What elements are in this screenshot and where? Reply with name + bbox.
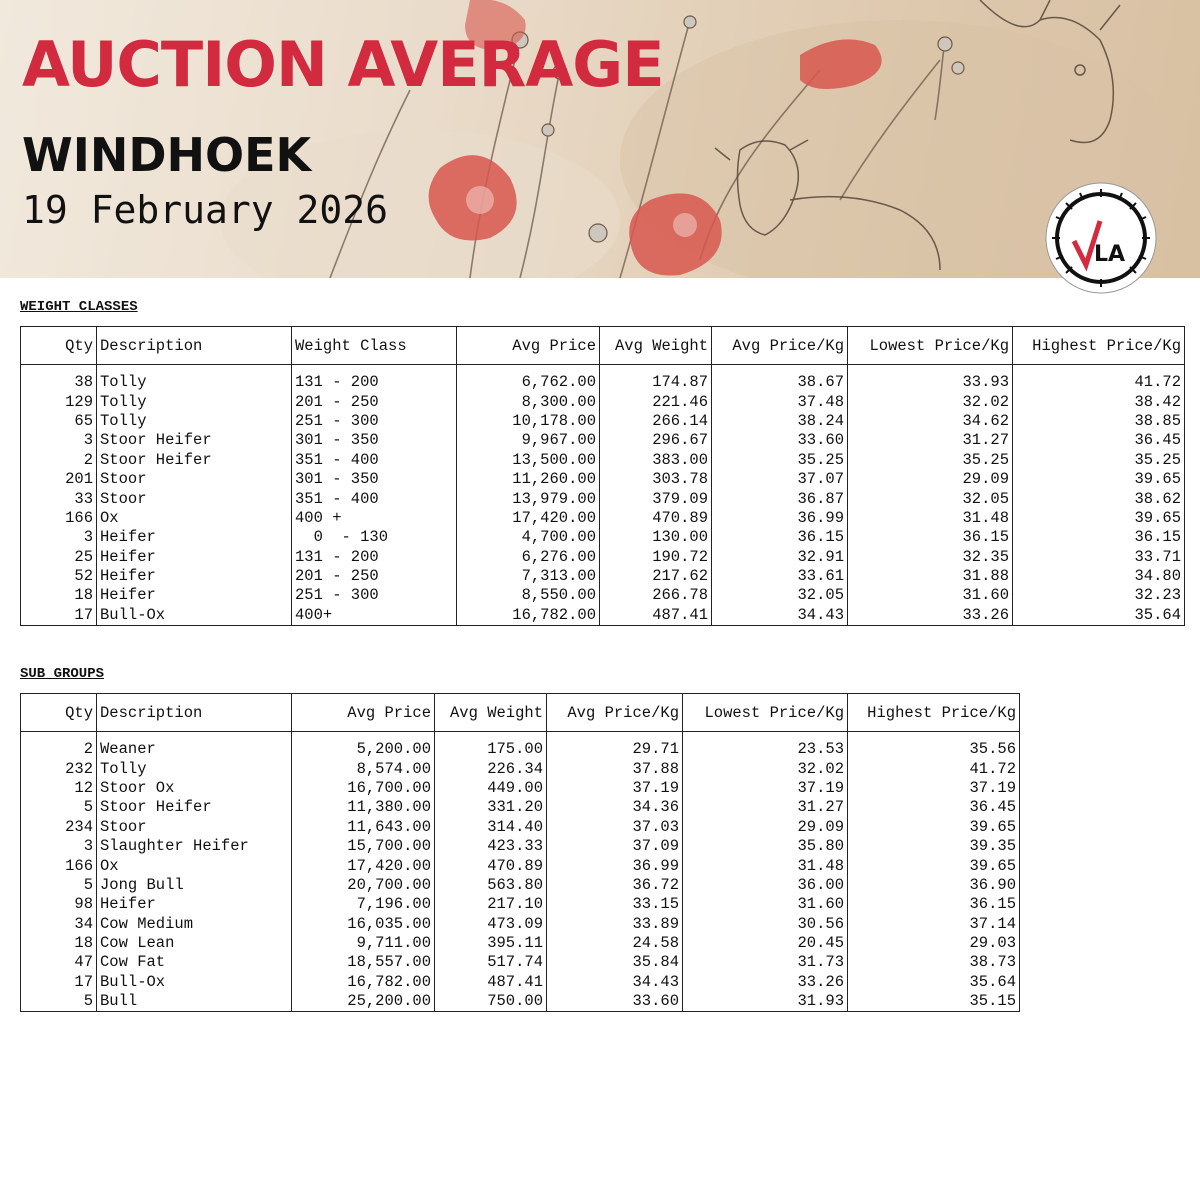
column-header-lowest-price-kg: Lowest Price/Kg xyxy=(683,694,848,732)
avg-price-kg-cell: 33.60 xyxy=(547,992,683,1012)
description-cell: Tolly xyxy=(97,759,292,778)
avg-weight-cell: 395.11 xyxy=(435,934,547,953)
avg-price-kg-cell: 36.15 xyxy=(712,528,848,547)
lowest-price-kg-cell: 34.62 xyxy=(848,412,1013,431)
lowest-price-kg-cell: 35.80 xyxy=(683,837,848,856)
qty-cell: 232 xyxy=(21,759,97,778)
table-row xyxy=(21,818,1020,837)
highest-price-kg-cell: 37.14 xyxy=(848,915,1020,934)
table-row xyxy=(21,992,1020,1012)
spacer-cell xyxy=(292,365,457,374)
column-header-lowest-price-kg: Lowest Price/Kg xyxy=(848,327,1013,365)
avg-price-cell: 8,300.00 xyxy=(457,392,600,411)
qty-cell: 201 xyxy=(21,470,97,489)
avg-weight-cell: 487.41 xyxy=(600,606,712,626)
avg-weight-cell: 190.72 xyxy=(600,548,712,567)
avg-price-kg-cell: 35.25 xyxy=(712,451,848,470)
description-cell: Ox xyxy=(97,856,292,875)
description-cell: Cow Medium xyxy=(97,915,292,934)
lowest-price-kg-cell: 33.93 xyxy=(848,373,1013,392)
highest-price-kg-cell: 41.72 xyxy=(1013,373,1185,392)
highest-price-kg-cell: 38.62 xyxy=(1013,489,1185,508)
weight-class-cell: 201 - 250 xyxy=(292,392,457,411)
lowest-price-kg-cell: 36.00 xyxy=(683,876,848,895)
qty-cell: 3 xyxy=(21,528,97,547)
avg-price-kg-cell: 29.71 xyxy=(547,740,683,759)
lowest-price-kg-cell: 31.48 xyxy=(848,509,1013,528)
weight-class-cell: 131 - 200 xyxy=(292,373,457,392)
description-cell: Bull xyxy=(97,992,292,1012)
location-heading: WINDHOEK xyxy=(22,128,312,182)
avg-price-kg-cell: 33.61 xyxy=(712,567,848,586)
column-header-description: Description xyxy=(97,694,292,732)
spacer-cell xyxy=(21,732,97,741)
description-cell: Stoor Heifer xyxy=(97,431,292,450)
report-title: AUCTION AVERAGE xyxy=(22,28,664,101)
avg-price-cell: 6,762.00 xyxy=(457,373,600,392)
avg-price-cell: 8,574.00 xyxy=(292,759,435,778)
table-row xyxy=(21,973,1020,992)
column-header-qty: Qty xyxy=(21,327,97,365)
lowest-price-kg-cell: 29.09 xyxy=(683,818,848,837)
table-row xyxy=(21,856,1020,875)
table-row xyxy=(21,934,1020,953)
table-row xyxy=(21,915,1020,934)
highest-price-kg-cell: 41.72 xyxy=(848,759,1020,778)
spacer-cell xyxy=(712,365,848,374)
table-row xyxy=(21,567,1185,586)
avg-weight-cell: 379.09 xyxy=(600,489,712,508)
table-row xyxy=(21,470,1185,489)
spacer-cell xyxy=(848,732,1020,741)
avg-price-cell: 18,557.00 xyxy=(292,953,435,972)
lowest-price-kg-cell: 31.73 xyxy=(683,953,848,972)
description-cell: Stoor xyxy=(97,470,292,489)
weight-classes-heading: WEIGHT CLASSES xyxy=(20,299,138,315)
highest-price-kg-cell: 34.80 xyxy=(1013,567,1185,586)
lowest-price-kg-cell: 32.05 xyxy=(848,489,1013,508)
avg-price-cell: 13,979.00 xyxy=(457,489,600,508)
avg-price-cell: 4,700.00 xyxy=(457,528,600,547)
spacer-cell xyxy=(600,365,712,374)
table-row xyxy=(21,798,1020,817)
highest-price-kg-cell: 37.19 xyxy=(848,779,1020,798)
column-header-weight-class: Weight Class xyxy=(292,327,457,365)
table-row xyxy=(21,759,1020,778)
lowest-price-kg-cell: 32.35 xyxy=(848,548,1013,567)
avg-weight-cell: 331.20 xyxy=(435,798,547,817)
avg-price-kg-cell: 34.43 xyxy=(547,973,683,992)
avg-price-kg-cell: 37.09 xyxy=(547,837,683,856)
avg-weight-cell: 473.09 xyxy=(435,915,547,934)
avg-price-kg-cell: 36.99 xyxy=(547,856,683,875)
description-cell: Heifer xyxy=(97,567,292,586)
avg-price-cell: 11,260.00 xyxy=(457,470,600,489)
avg-price-cell: 7,196.00 xyxy=(292,895,435,914)
qty-cell: 129 xyxy=(21,392,97,411)
lowest-price-kg-cell: 33.26 xyxy=(848,606,1013,626)
qty-cell: 17 xyxy=(21,606,97,626)
highest-price-kg-cell: 36.90 xyxy=(848,876,1020,895)
highest-price-kg-cell: 38.73 xyxy=(848,953,1020,972)
avg-weight-cell: 517.74 xyxy=(435,953,547,972)
spacer-cell xyxy=(547,732,683,741)
spacer-cell xyxy=(1013,365,1185,374)
avg-weight-cell: 221.46 xyxy=(600,392,712,411)
spacer-cell xyxy=(848,365,1013,374)
avg-price-kg-cell: 24.58 xyxy=(547,934,683,953)
auction-date: 19 February 2026 xyxy=(22,188,389,232)
sub-groups-body xyxy=(21,732,1020,1012)
avg-price-kg-cell: 33.15 xyxy=(547,895,683,914)
lowest-price-kg-cell: 23.53 xyxy=(683,740,848,759)
table-header-row xyxy=(21,327,1185,365)
highest-price-kg-cell: 36.45 xyxy=(1013,431,1185,450)
column-header-avg-weight: Avg Weight xyxy=(600,327,712,365)
column-header-qty: Qty xyxy=(21,694,97,732)
qty-cell: 5 xyxy=(21,876,97,895)
logo-text: LA xyxy=(1094,242,1126,267)
qty-cell: 65 xyxy=(21,412,97,431)
highest-price-kg-cell: 35.56 xyxy=(848,740,1020,759)
description-cell: Bull-Ox xyxy=(97,973,292,992)
highest-price-kg-cell: 39.65 xyxy=(848,818,1020,837)
qty-cell: 25 xyxy=(21,548,97,567)
spacer-cell xyxy=(21,365,97,374)
avg-weight-cell: 217.62 xyxy=(600,567,712,586)
weight-classes-table xyxy=(20,326,1185,626)
avg-price-kg-cell: 37.19 xyxy=(547,779,683,798)
qty-cell: 98 xyxy=(21,895,97,914)
avg-weight-cell: 217.10 xyxy=(435,895,547,914)
spacer-cell xyxy=(97,732,292,741)
avg-price-cell: 17,420.00 xyxy=(292,856,435,875)
lowest-price-kg-cell: 20.45 xyxy=(683,934,848,953)
lowest-price-kg-cell: 31.88 xyxy=(848,567,1013,586)
lowest-price-kg-cell: 31.93 xyxy=(683,992,848,1012)
column-header-avg-weight: Avg Weight xyxy=(435,694,547,732)
column-header-avg-price: Avg Price xyxy=(292,694,435,732)
avg-price-cell: 15,700.00 xyxy=(292,837,435,856)
lowest-price-kg-cell: 31.27 xyxy=(848,431,1013,450)
highest-price-kg-cell: 39.65 xyxy=(1013,470,1185,489)
description-cell: Stoor xyxy=(97,818,292,837)
lowest-price-kg-cell: 30.56 xyxy=(683,915,848,934)
lowest-price-kg-cell: 33.26 xyxy=(683,973,848,992)
avg-price-cell: 20,700.00 xyxy=(292,876,435,895)
lowest-price-kg-cell: 29.09 xyxy=(848,470,1013,489)
lowest-price-kg-cell: 32.02 xyxy=(683,759,848,778)
table-row xyxy=(21,953,1020,972)
table-row xyxy=(21,431,1185,450)
avg-price-cell: 16,035.00 xyxy=(292,915,435,934)
column-header-highest-price-kg: Highest Price/Kg xyxy=(848,694,1020,732)
avg-weight-cell: 296.67 xyxy=(600,431,712,450)
table-row xyxy=(21,586,1185,605)
qty-cell: 2 xyxy=(21,451,97,470)
avg-price-cell: 9,967.00 xyxy=(457,431,600,450)
spacer-cell xyxy=(292,732,435,741)
weight-class-cell: 400 + xyxy=(292,509,457,528)
avg-price-cell: 9,711.00 xyxy=(292,934,435,953)
avg-price-cell: 5,200.00 xyxy=(292,740,435,759)
avg-price-kg-cell: 38.24 xyxy=(712,412,848,431)
avg-price-cell: 10,178.00 xyxy=(457,412,600,431)
lowest-price-kg-cell: 31.48 xyxy=(683,856,848,875)
table-row xyxy=(21,373,1185,392)
description-cell: Ox xyxy=(97,509,292,528)
sub-groups-table xyxy=(20,693,1020,1012)
qty-cell: 3 xyxy=(21,837,97,856)
avg-weight-cell: 423.33 xyxy=(435,837,547,856)
avg-price-kg-cell: 36.99 xyxy=(712,509,848,528)
description-cell: Heifer xyxy=(97,548,292,567)
lowest-price-kg-cell: 32.02 xyxy=(848,392,1013,411)
avg-price-kg-cell: 37.48 xyxy=(712,392,848,411)
description-cell: Tolly xyxy=(97,392,292,411)
table-row xyxy=(21,548,1185,567)
qty-cell: 5 xyxy=(21,992,97,1012)
qty-cell: 2 xyxy=(21,740,97,759)
qty-cell: 166 xyxy=(21,509,97,528)
qty-cell: 17 xyxy=(21,973,97,992)
avg-price-kg-cell: 34.43 xyxy=(712,606,848,626)
qty-cell: 38 xyxy=(21,373,97,392)
avg-price-cell: 7,313.00 xyxy=(457,567,600,586)
spacer-cell xyxy=(683,732,848,741)
qty-cell: 33 xyxy=(21,489,97,508)
avg-weight-cell: 303.78 xyxy=(600,470,712,489)
column-header-avg-price-kg: Avg Price/Kg xyxy=(712,327,848,365)
highest-price-kg-cell: 33.71 xyxy=(1013,548,1185,567)
lowest-price-kg-cell: 31.60 xyxy=(683,895,848,914)
highest-price-kg-cell: 38.85 xyxy=(1013,412,1185,431)
header-banner xyxy=(0,0,1200,278)
weight-class-cell: 301 - 350 xyxy=(292,470,457,489)
highest-price-kg-cell: 35.64 xyxy=(848,973,1020,992)
description-cell: Stoor Heifer xyxy=(97,451,292,470)
highest-price-kg-cell: 39.35 xyxy=(848,837,1020,856)
avg-price-kg-cell: 33.60 xyxy=(712,431,848,450)
column-header-description: Description xyxy=(97,327,292,365)
avg-price-cell: 16,782.00 xyxy=(292,973,435,992)
avg-weight-cell: 487.41 xyxy=(435,973,547,992)
highest-price-kg-cell: 39.65 xyxy=(848,856,1020,875)
avg-price-kg-cell: 36.72 xyxy=(547,876,683,895)
weight-class-cell: 351 - 400 xyxy=(292,451,457,470)
lowest-price-kg-cell: 37.19 xyxy=(683,779,848,798)
highest-price-kg-cell: 36.15 xyxy=(848,895,1020,914)
description-cell: Heifer xyxy=(97,528,292,547)
description-cell: Weaner xyxy=(97,740,292,759)
avg-weight-cell: 175.00 xyxy=(435,740,547,759)
avg-weight-cell: 314.40 xyxy=(435,818,547,837)
qty-cell: 47 xyxy=(21,953,97,972)
weight-class-cell: 251 - 300 xyxy=(292,412,457,431)
table-row xyxy=(21,489,1185,508)
weight-classes-body xyxy=(21,365,1185,626)
description-cell: Slaughter Heifer xyxy=(97,837,292,856)
avg-weight-cell: 266.14 xyxy=(600,412,712,431)
weight-class-cell: 351 - 400 xyxy=(292,489,457,508)
avg-price-kg-cell: 35.84 xyxy=(547,953,683,972)
avg-weight-cell: 130.00 xyxy=(600,528,712,547)
weight-class-cell: 0 - 130 xyxy=(292,528,457,547)
avg-weight-cell: 470.89 xyxy=(600,509,712,528)
description-cell: Stoor xyxy=(97,489,292,508)
column-header-highest-price-kg: Highest Price/Kg xyxy=(1013,327,1185,365)
table-header-row xyxy=(21,694,1020,732)
avg-weight-cell: 226.34 xyxy=(435,759,547,778)
description-cell: Bull-Ox xyxy=(97,606,292,626)
avg-price-cell: 11,380.00 xyxy=(292,798,435,817)
avg-price-kg-cell: 37.03 xyxy=(547,818,683,837)
avg-weight-cell: 750.00 xyxy=(435,992,547,1012)
lowest-price-kg-cell: 35.25 xyxy=(848,451,1013,470)
description-cell: Stoor Ox xyxy=(97,779,292,798)
vla-logo-icon xyxy=(1044,181,1158,295)
table-row xyxy=(21,509,1185,528)
spacer-cell xyxy=(457,365,600,374)
weight-class-cell: 131 - 200 xyxy=(292,548,457,567)
qty-cell: 12 xyxy=(21,779,97,798)
table-row xyxy=(21,779,1020,798)
highest-price-kg-cell: 38.42 xyxy=(1013,392,1185,411)
avg-price-kg-cell: 37.07 xyxy=(712,470,848,489)
avg-price-kg-cell: 36.87 xyxy=(712,489,848,508)
table-row xyxy=(21,392,1185,411)
lowest-price-kg-cell: 31.60 xyxy=(848,586,1013,605)
table-row xyxy=(21,876,1020,895)
avg-price-kg-cell: 33.89 xyxy=(547,915,683,934)
table-row xyxy=(21,412,1185,431)
description-cell: Cow Lean xyxy=(97,934,292,953)
avg-price-cell: 16,782.00 xyxy=(457,606,600,626)
avg-price-kg-cell: 32.05 xyxy=(712,586,848,605)
avg-price-kg-cell: 37.88 xyxy=(547,759,683,778)
avg-price-kg-cell: 38.67 xyxy=(712,373,848,392)
description-cell: Tolly xyxy=(97,373,292,392)
table-row xyxy=(21,837,1020,856)
weight-class-cell: 251 - 300 xyxy=(292,586,457,605)
avg-price-cell: 8,550.00 xyxy=(457,586,600,605)
column-header-avg-price: Avg Price xyxy=(457,327,600,365)
highest-price-kg-cell: 29.03 xyxy=(848,934,1020,953)
qty-cell: 166 xyxy=(21,856,97,875)
description-cell: Jong Bull xyxy=(97,876,292,895)
description-cell: Stoor Heifer xyxy=(97,798,292,817)
highest-price-kg-cell: 32.23 xyxy=(1013,586,1185,605)
table-row xyxy=(21,895,1020,914)
avg-price-cell: 13,500.00 xyxy=(457,451,600,470)
avg-price-cell: 17,420.00 xyxy=(457,509,600,528)
weight-class-cell: 201 - 250 xyxy=(292,567,457,586)
qty-cell: 52 xyxy=(21,567,97,586)
qty-cell: 18 xyxy=(21,586,97,605)
qty-cell: 5 xyxy=(21,798,97,817)
highest-price-kg-cell: 35.64 xyxy=(1013,606,1185,626)
avg-price-kg-cell: 34.36 xyxy=(547,798,683,817)
qty-cell: 234 xyxy=(21,818,97,837)
avg-weight-cell: 266.78 xyxy=(600,586,712,605)
table-row xyxy=(21,740,1020,759)
description-cell: Tolly xyxy=(97,412,292,431)
highest-price-kg-cell: 35.25 xyxy=(1013,451,1185,470)
avg-weight-cell: 470.89 xyxy=(435,856,547,875)
highest-price-kg-cell: 36.15 xyxy=(1013,528,1185,547)
highest-price-kg-cell: 36.45 xyxy=(848,798,1020,817)
table-row xyxy=(21,606,1185,626)
weight-class-cell: 301 - 350 xyxy=(292,431,457,450)
table-row xyxy=(21,451,1185,470)
avg-weight-cell: 383.00 xyxy=(600,451,712,470)
avg-price-cell: 6,276.00 xyxy=(457,548,600,567)
avg-weight-cell: 174.87 xyxy=(600,373,712,392)
description-cell: Heifer xyxy=(97,895,292,914)
lowest-price-kg-cell: 36.15 xyxy=(848,528,1013,547)
avg-weight-cell: 449.00 xyxy=(435,779,547,798)
qty-cell: 18 xyxy=(21,934,97,953)
qty-cell: 34 xyxy=(21,915,97,934)
avg-price-cell: 25,200.00 xyxy=(292,992,435,1012)
avg-price-cell: 16,700.00 xyxy=(292,779,435,798)
spacer-cell xyxy=(97,365,292,374)
avg-price-kg-cell: 32.91 xyxy=(712,548,848,567)
highest-price-kg-cell: 35.15 xyxy=(848,992,1020,1012)
highest-price-kg-cell: 39.65 xyxy=(1013,509,1185,528)
description-cell: Cow Fat xyxy=(97,953,292,972)
table-row xyxy=(21,528,1185,547)
spacer-cell xyxy=(435,732,547,741)
qty-cell: 3 xyxy=(21,431,97,450)
avg-weight-cell: 563.80 xyxy=(435,876,547,895)
description-cell: Heifer xyxy=(97,586,292,605)
weight-class-cell: 400+ xyxy=(292,606,457,626)
sub-groups-heading: SUB GROUPS xyxy=(20,666,105,682)
lowest-price-kg-cell: 31.27 xyxy=(683,798,848,817)
column-header-avg-price-kg: Avg Price/Kg xyxy=(547,694,683,732)
avg-price-cell: 11,643.00 xyxy=(292,818,435,837)
